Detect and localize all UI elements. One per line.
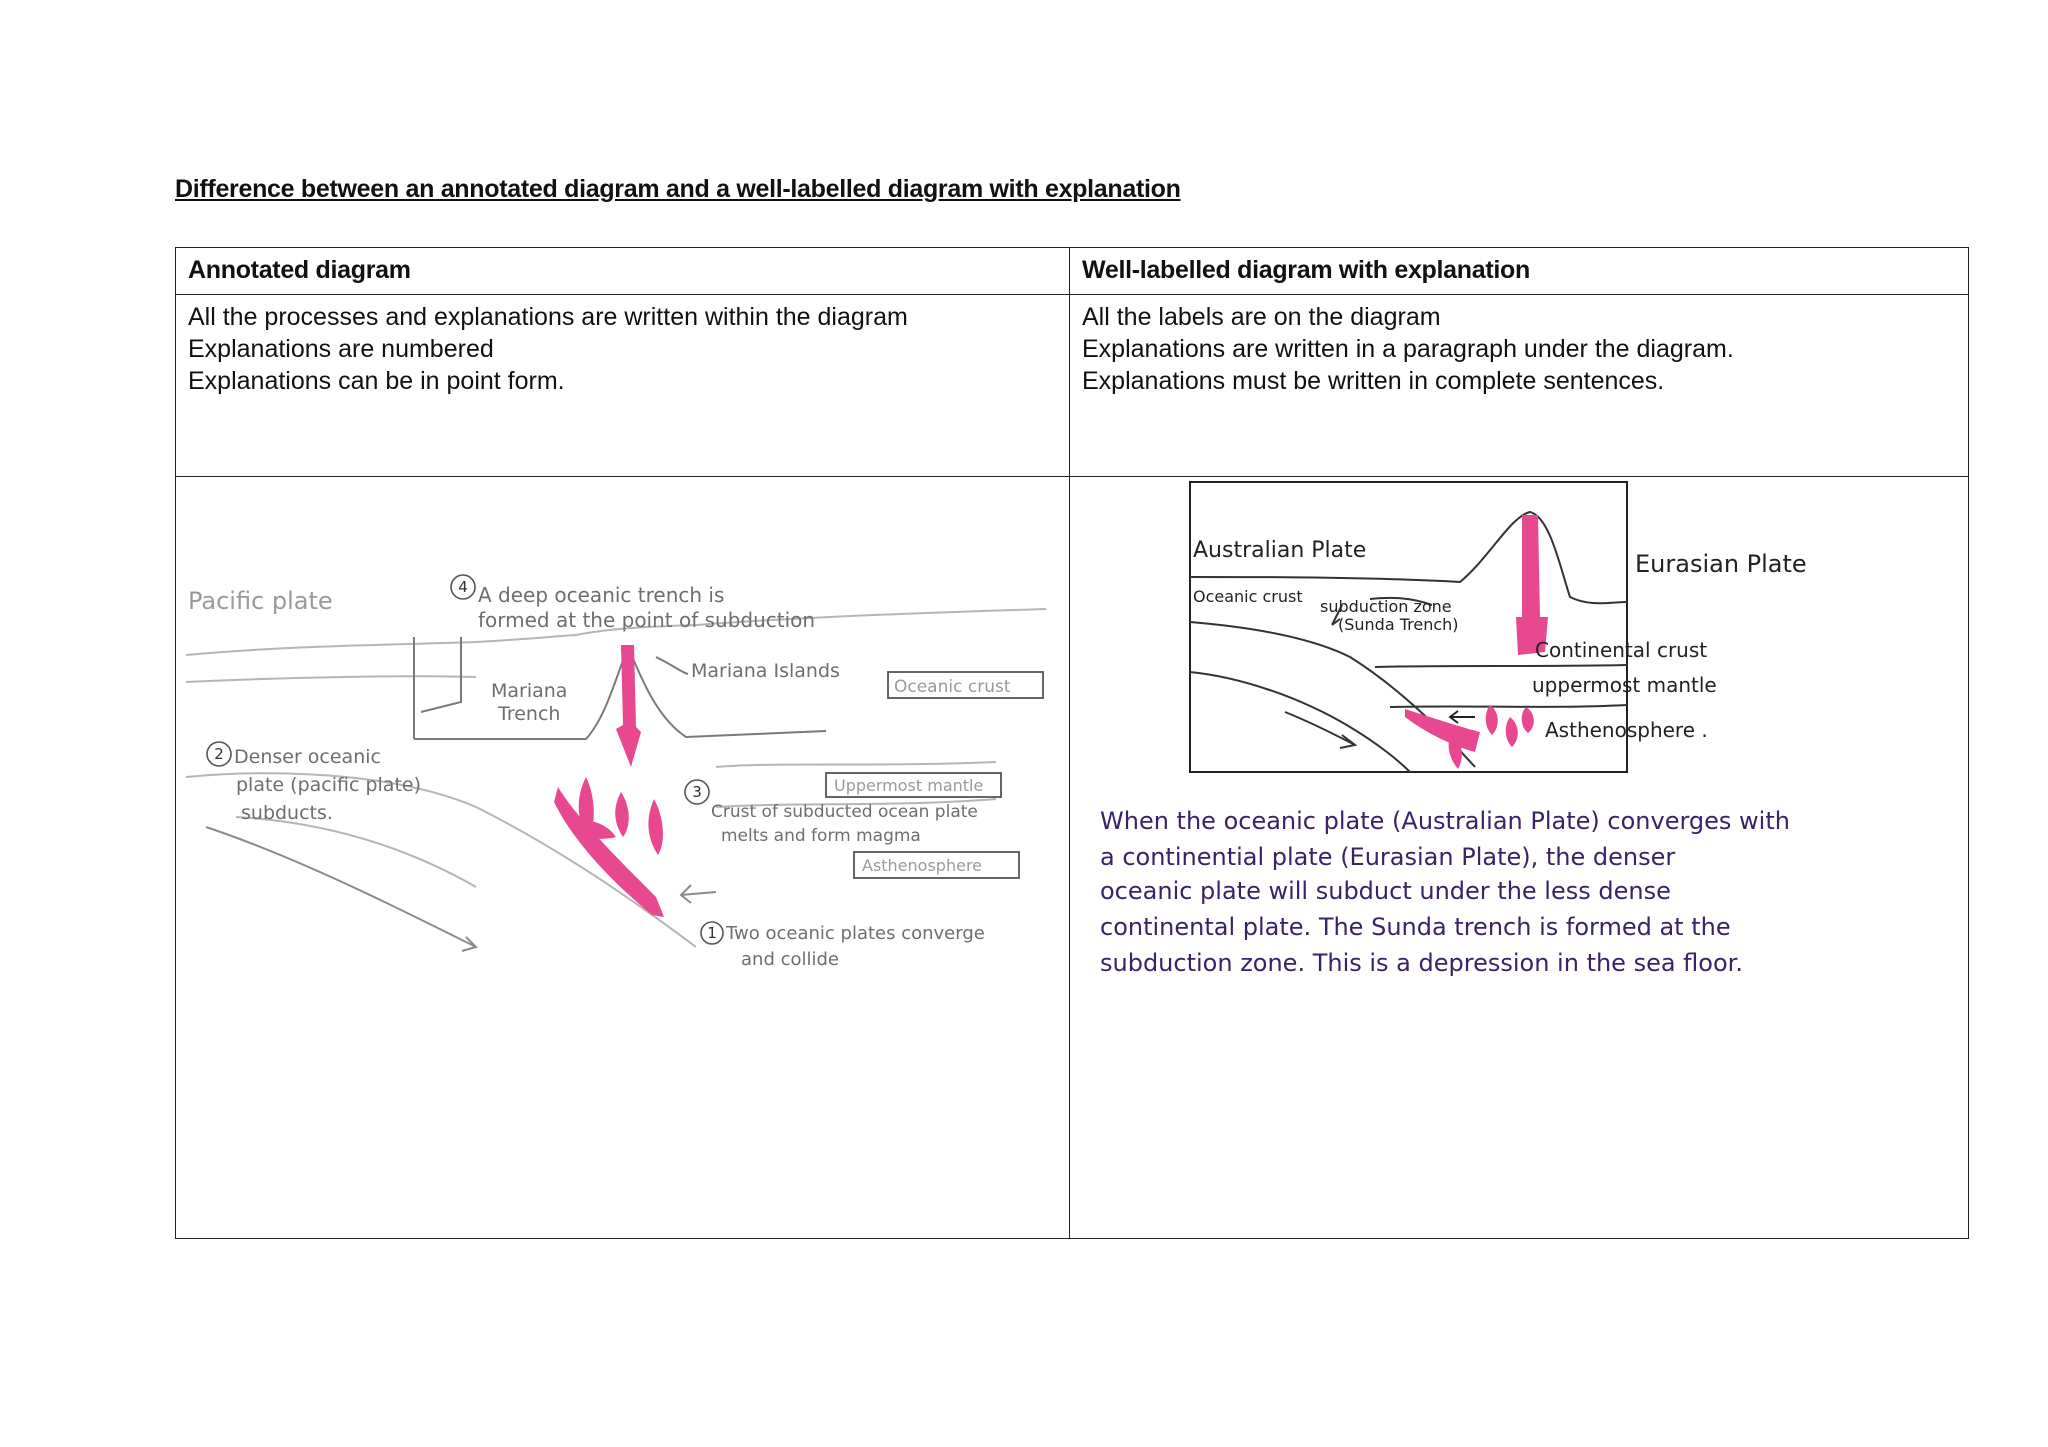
list-item: All the labels are on the diagram: [1082, 303, 1441, 331]
magma-blob: [1522, 707, 1534, 733]
pacific-plate-label: Pacific plate: [188, 587, 333, 615]
explanation-line: When the oceanic plate (Australian Plate) converges with: [1100, 807, 1790, 835]
subduction-arrow: [206, 827, 476, 947]
oceanic-crust-line: [186, 676, 476, 682]
uppermost-mantle-base: [1390, 705, 1627, 707]
diagram-labels: [1193, 538, 1807, 742]
pacific-plate-top-line: [186, 635, 576, 655]
list-item: Explanations are numbered: [188, 335, 494, 363]
annotation-2-number: 2: [214, 745, 224, 763]
annotation-2-line2: plate (pacific plate): [236, 774, 421, 796]
trench-leader: [421, 637, 461, 712]
mariana-islands-label: Mariana Islands: [691, 660, 840, 682]
table-description-row: [176, 295, 1969, 477]
annotation-1-number: 1: [707, 924, 717, 942]
table-diagram-row: [176, 477, 1969, 1239]
subduction-zone-label-1: subduction zone: [1320, 597, 1452, 616]
annotated-diagram: [176, 477, 1069, 1233]
uppermost-mantle-label: uppermost mantle: [1532, 673, 1717, 697]
explanation-line: oceanic plate will subduct under the less dense: [1100, 877, 1671, 905]
trench-and-island: [414, 637, 826, 739]
label-boxes: [826, 672, 1043, 878]
labelled-diagram-cell: [1070, 477, 1969, 1239]
header-labelled-diagram: Well-labelled diagram with explanation: [1082, 256, 1530, 284]
asthenosphere-label: Asthenosphere: [862, 856, 983, 875]
magma-blob: [615, 792, 629, 837]
explanation-line: subduction zone. This is a depression in the sea floor.: [1100, 949, 1743, 977]
header-cell-labelled: [1070, 248, 1969, 295]
annotation-3-line2: melts and form magma: [721, 826, 921, 846]
annotated-description-cell: [176, 295, 1070, 477]
annotation-2-line3: subducts.: [241, 802, 333, 824]
continental-crust-base: [1375, 665, 1627, 667]
explanation-line: continental plate. The Sunda trench is formed at the: [1100, 913, 1731, 941]
oceanic-crust-label: Oceanic crust: [1193, 587, 1303, 606]
annotation-4-line1: A deep oceanic trench is: [478, 583, 725, 607]
magma-body-main: [554, 787, 664, 917]
oceanic-crust-label: Oceanic crust: [894, 677, 1011, 697]
subduction-arrow: [1285, 712, 1355, 748]
mariana-trench-label-1: Mariana: [491, 680, 568, 702]
list-item: Explanations must be written in complete sentences.: [1082, 367, 1665, 395]
annotation-1-line1: Two oceanic plates converge: [726, 923, 985, 944]
magma-body-main: [1405, 709, 1480, 752]
annotation-4-number: 4: [458, 578, 468, 596]
annotation-2-line1: Denser oceanic: [234, 746, 381, 768]
continental-crust-label: Continental crust: [1535, 638, 1708, 662]
mariana-trench-label-2: Trench: [498, 703, 561, 725]
annotation-4-line2: formed at the point of subduction: [478, 608, 816, 632]
magma-conduit: [1516, 515, 1548, 655]
magma-shapes: [554, 645, 664, 917]
annotated-diagram-cell: [176, 477, 1070, 1239]
list-item: Explanations are written in a paragraph under the diagram.: [1082, 335, 1734, 363]
uppermost-mantle-label: Uppermost mantle: [834, 776, 984, 795]
annotation-text: [188, 583, 1011, 970]
magma-blob: [1506, 717, 1518, 747]
subducting-plate-bottom: [1190, 672, 1410, 772]
subducting-plate-top: [1190, 622, 1475, 767]
document-title: Difference between an annotated diagram and a well-labelled diagram with explanation: [175, 175, 1181, 203]
annotation-1-line2: and collide: [741, 949, 839, 970]
header-annotated-diagram: Annotated diagram: [188, 256, 411, 284]
table-header-row: [176, 248, 1969, 295]
islands-leader: [656, 657, 688, 674]
eurasian-plate-label: Eurasian Plate: [1635, 550, 1807, 578]
labelled-description-cell: [1070, 295, 1969, 477]
australian-plate-label: Australian Plate: [1193, 538, 1367, 563]
labelled-diagram: [1070, 477, 1969, 1233]
comparison-table: [175, 247, 1969, 1239]
convergence-arrow: [681, 885, 716, 903]
magma-blob: [566, 820, 616, 839]
list-item: All the processes and explanations are written within the diagram: [188, 303, 908, 331]
labelled-points: [1070, 295, 1968, 397]
explanation-paragraph: [1100, 807, 1790, 977]
annotation-3-line1: Crust of subducted ocean plate: [711, 802, 978, 822]
explanation-line: a continential plate (Eurasian Plate), the denser: [1100, 843, 1676, 871]
mantle-line: [716, 762, 996, 767]
asthenosphere-label: Asthenosphere .: [1545, 718, 1708, 742]
annotation-3-number: 3: [692, 783, 702, 801]
subduction-zone-label-2: (Sunda Trench): [1338, 615, 1459, 634]
asthenosphere-arrow: [1450, 711, 1475, 723]
magma-shapes: [1405, 515, 1548, 769]
list-item: Explanations can be in point form.: [188, 367, 565, 395]
header-cell-annotated: [176, 248, 1070, 295]
magma-blob: [1486, 705, 1498, 735]
magma-blob: [648, 799, 663, 855]
magma-conduit: [616, 645, 641, 767]
annotated-points: [176, 295, 1069, 397]
